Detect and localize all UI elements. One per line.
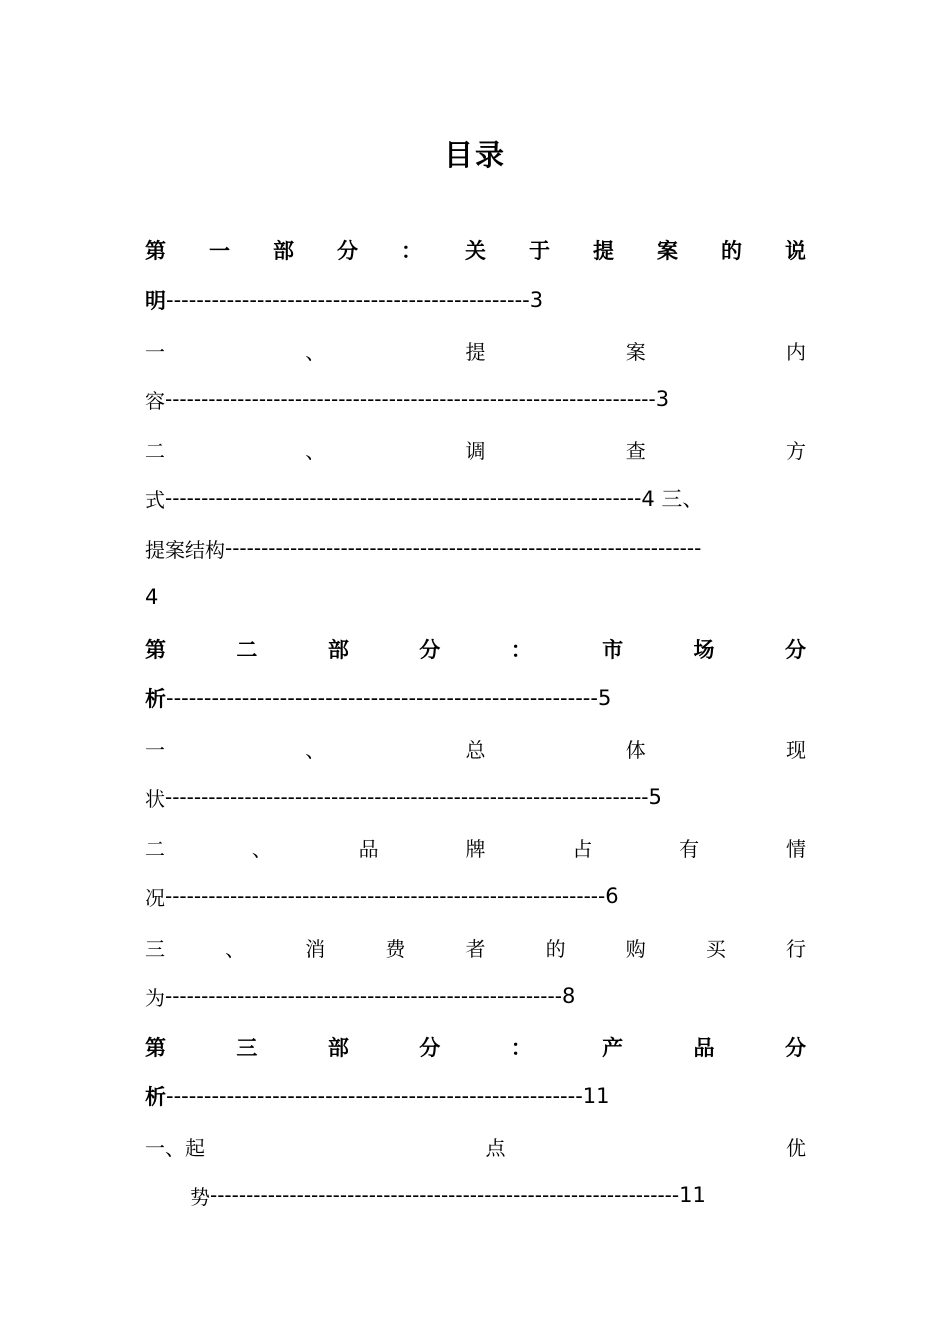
toc-page-number: 4 三、 [641,487,704,511]
char: 的 [721,238,742,263]
char: 有 [679,836,700,861]
char: 优 [786,1135,806,1160]
toc-text: 为 [145,985,165,1010]
toc-text: 容 [145,388,165,413]
toc-item-proposal-content [145,334,806,366]
char: 提 [465,339,486,364]
toc-page-number: 3 [529,288,544,312]
toc-part-one-leader[interactable] [145,284,806,316]
toc-item-overall-status-leader[interactable] [145,781,806,813]
toc-item-proposal-structure-page [145,581,806,613]
toc-text: 况 [145,885,165,910]
toc-page-number: 11 [679,1183,706,1207]
char: 总 [465,737,486,762]
char: 二 [145,836,165,861]
toc-dots: ------------------------------------------------------- [165,984,562,1008]
toc-page-number: 6 [605,884,619,908]
toc-item-starting-advantage [145,1130,806,1162]
char: 查 [625,438,646,463]
char: 的 [545,936,566,961]
document-title: 目录 [443,138,506,172]
char: 行 [786,936,806,961]
char: 体 [625,737,646,762]
char: 分 [337,238,358,263]
toc-item-consumer-behavior [145,931,806,963]
char: ： [510,1035,532,1060]
char: 一、起 [145,1135,205,1160]
toc-dots: ------------------------------------------------------------------ [165,486,642,510]
char: 三 [145,936,165,961]
char: 产 [602,1035,624,1060]
toc-item-overall-status [145,732,806,764]
char: 于 [529,238,550,263]
char: 现 [786,737,806,762]
char: 牌 [465,836,486,861]
char: 三 [236,1035,258,1060]
toc-item-proposal-content-leader[interactable] [145,383,806,415]
char: 分 [784,637,806,662]
char: 情 [785,836,806,861]
char: 案 [625,339,646,364]
toc-dots: ------------------------------------------------------------- [165,884,606,908]
char: 分 [419,1035,441,1060]
char: 分 [784,1035,806,1060]
toc-part-two-heading [145,633,806,665]
char: 买 [705,936,726,961]
char: 第 [145,238,166,263]
toc-part-three-heading [145,1031,806,1063]
toc-page-number: 11 [582,1084,610,1108]
char: 案 [657,238,678,263]
toc-item-starting-advantage-leader[interactable] [190,1179,810,1211]
char: 说 [785,238,806,263]
char: 一 [145,339,165,364]
toc-dots: ------------------------------------------------ [166,288,530,312]
char: 关 [465,238,486,263]
toc-dots: -------------------------------------------------------------------- [165,387,656,411]
char: 占 [572,836,593,861]
toc-text: 析 [145,1084,166,1109]
char: ： [510,637,532,662]
toc-part-three-leader[interactable] [145,1080,806,1112]
char: 部 [327,637,349,662]
toc-page-number: 8 [561,984,576,1008]
char: 品 [693,1035,715,1060]
char: 一 [209,238,230,263]
char: 场 [693,637,715,662]
toc-dots: ------------------------------------------------------------------- [165,785,649,809]
toc-page-number: 4 [145,585,159,609]
toc-item-consumer-behavior-leader[interactable] [145,980,806,1012]
char: 内 [786,339,806,364]
char: 部 [327,1035,349,1060]
toc-item-brand-share-leader[interactable] [145,880,806,912]
char: 方 [786,438,806,463]
char: 费 [385,936,406,961]
toc-text: 析 [145,686,166,711]
char: 品 [358,836,379,861]
char: 、 [305,737,326,762]
toc-item-brand-share [145,831,806,863]
char: 调 [465,438,486,463]
char: 部 [273,238,294,263]
toc-dots: ----------------------------------------------------------------- [210,1183,680,1207]
toc-text: 明 [145,288,166,313]
toc-item-proposal-structure[interactable] [145,532,806,564]
toc-part-two-leader[interactable] [145,682,806,714]
char: 点 [485,1135,506,1160]
char: 者 [465,936,486,961]
char: 消 [305,936,326,961]
char: 二 [236,637,258,662]
char: 提 [593,238,614,263]
toc-page-number: 3 [655,387,670,411]
toc-dots: --------------------------------------------------------- [166,686,598,710]
char: 一 [145,737,165,762]
toc-text: 状 [145,786,165,811]
toc-text: 式 [145,487,165,512]
toc-dots: ------------------------------------------------------- [166,1084,583,1108]
toc-page-number: 5 [597,686,612,710]
toc-page-number: 5 [648,785,662,809]
char: 、 [225,936,246,961]
toc-part-one-heading [145,234,806,266]
char: 、 [305,339,326,364]
char: 、 [305,438,326,463]
char: 第 [145,1035,166,1060]
char: 购 [625,936,646,961]
char: 、 [251,836,272,861]
toc-item-survey-method [145,433,806,465]
toc-text: 提案结构 [145,537,225,562]
toc-item-survey-method-leader[interactable] [145,482,806,514]
toc-dots: ------------------------------------------------------------------ [225,536,702,560]
toc-text: 势 [190,1184,210,1209]
char: 二 [145,438,165,463]
char: ： [401,238,422,263]
char: 市 [602,637,624,662]
char: 第 [145,637,166,662]
char: 分 [419,637,441,662]
